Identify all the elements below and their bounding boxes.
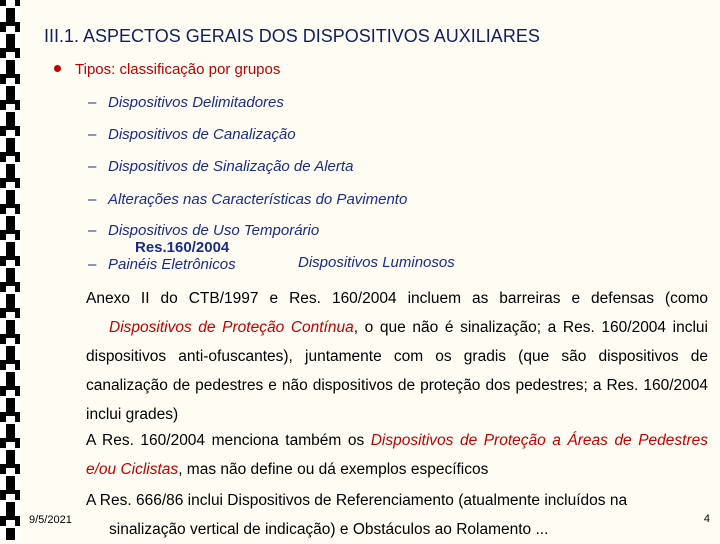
paragraph-res666 bbox=[86, 486, 708, 544]
film-strip-inner bbox=[6, 0, 15, 540]
res-overlay-label: Res.160/2004 bbox=[135, 239, 230, 256]
paragraph-res160 bbox=[86, 426, 708, 484]
subitem-canalizacao bbox=[88, 126, 296, 143]
film-strip-border bbox=[0, 0, 20, 540]
slide-title: III.1. ASPECTOS GERAIS DOS DISPOSITIVOS AUXILIARES bbox=[44, 26, 540, 46]
subitem-sinalizacao-alerta bbox=[88, 158, 353, 175]
dash-icon: – bbox=[88, 256, 97, 273]
highlight-text: Dispositivos de Proteção Contínua bbox=[109, 319, 354, 336]
subitem-label: Dispositivos de Canalização bbox=[108, 126, 296, 143]
subitem-uso-temporario bbox=[88, 222, 319, 239]
paragraph-text: , o que não é sinalização; a Res. 160/2004 inclui dispositivos anti-ofuscantes), juntamente com os gradis (que são dispositivos de canalização de pedestres e não dispositivos de proteção dos pedestres; a Res. 160/2004 inclui grades) bbox=[86, 319, 708, 423]
subitem-label: Painéis Eletrônicos bbox=[108, 256, 236, 273]
dash-icon: – bbox=[88, 94, 97, 111]
subitem-alteracoes-pavimento bbox=[88, 191, 407, 208]
bullet-types bbox=[54, 61, 280, 78]
paragraph-text: , mas não define ou dá exemplos específicos bbox=[178, 461, 489, 478]
subitem-paineis-eletronicos bbox=[88, 256, 236, 273]
paragraph-text: Anexo II do CTB/1997 e Res. 160/2004 incluem as barreiras e defensas (como bbox=[86, 290, 708, 307]
page-number: 4 bbox=[703, 513, 710, 525]
dash-icon: – bbox=[88, 158, 97, 175]
subitem-label: Dispositivos de Uso Temporário bbox=[108, 222, 320, 239]
footer-date: 9/5/2021 bbox=[29, 514, 72, 526]
paragraph-continuation bbox=[86, 319, 708, 423]
bullet-types-label: Tipos: classificação por grupos bbox=[75, 61, 281, 78]
bullet-dot-icon bbox=[54, 65, 61, 72]
highlight-text: Dispositivos de Proteção a Áreas de Pedestres e/ou Ciclistas bbox=[86, 432, 708, 478]
paragraph-text: sinalização vertical de indicação) e Obstáculos ao Rolamento ... bbox=[109, 521, 549, 538]
paragraph-text: A Res. 666/86 inclui Dispositivos de Referenciamento (atualmente incluídos na bbox=[86, 492, 628, 509]
luminosos-label: Dispositivos Luminosos bbox=[298, 254, 455, 271]
dash-icon: – bbox=[88, 222, 97, 239]
dash-icon: – bbox=[88, 191, 97, 208]
dash-icon: – bbox=[88, 126, 97, 143]
paragraph-text: A Res. 160/2004 menciona também os bbox=[86, 432, 365, 449]
subitem-label: Dispositivos Delimitadores bbox=[108, 94, 284, 111]
subitem-label: Dispositivos de Sinalização de Alerta bbox=[108, 158, 354, 175]
subitem-delimitadores bbox=[88, 94, 284, 111]
subitem-label: Alterações nas Características do Pavimento bbox=[108, 191, 408, 208]
paragraph-anexo bbox=[86, 284, 708, 429]
